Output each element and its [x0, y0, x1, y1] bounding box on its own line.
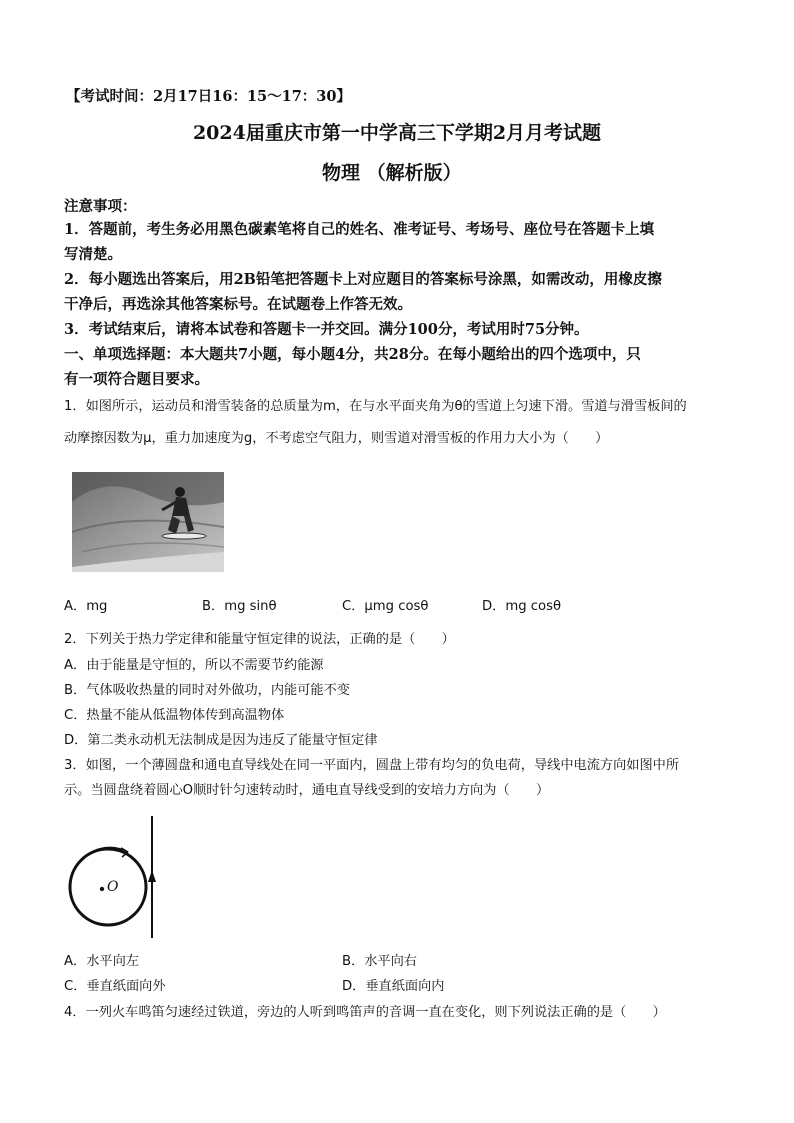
- note-3: 3．考试结束后，请将本试卷和答题卡一并交回。满分100分，考试用时75分钟。: [64, 321, 589, 338]
- q2-option-c: C．热量不能从低温物体传到高温物体: [64, 708, 285, 723]
- q1-option-d: D．mg cosθ: [482, 599, 562, 614]
- q3-option-b: B．水平向右: [342, 954, 417, 969]
- snowboarder-photo: [72, 472, 224, 572]
- note-1-line-2: 写清楚。: [64, 246, 122, 263]
- paper-title: 2024届重庆市第一中学高三下学期2月月考试题: [192, 122, 602, 144]
- exam-time: 【考试时间：2月17日16：15～17：30】: [66, 88, 351, 105]
- q2-option-d: D．第二类永动机无法制成是因为违反了能量守恒定律: [64, 733, 378, 748]
- q3-line-1: 3．如图，一个薄圆盘和通电直导线处在同一平面内，圆盘上带有均匀的负电荷，导线中电流方向如图中所: [64, 758, 680, 773]
- q1-option-b: B．mg sinθ: [202, 599, 277, 614]
- q3-option-d: D．垂直纸面向内: [342, 979, 445, 994]
- q3-option-c: C．垂直纸面向外: [64, 979, 166, 994]
- q2-option-a: A．由于能量是守恒的，所以不需要节约能源: [64, 658, 324, 673]
- q2-option-b: B．气体吸收热量的同时对外做功，内能可能不变: [64, 683, 350, 698]
- current-arrow-icon: [148, 870, 156, 882]
- notes-heading: 注意事项：: [64, 198, 137, 215]
- disk-wire-figure: [60, 812, 170, 942]
- section-1-line-2: 有一项符合题目要求。: [64, 371, 209, 388]
- q1-option-c: C．μmg cosθ: [342, 599, 429, 614]
- section-1-line-1: 一、单项选择题：本大题共7小题，每小题4分，共28分。在每小题给出的四个选项中，只: [64, 346, 641, 363]
- disk-center-dot: [100, 887, 104, 891]
- note-2-line-1: 2．每小题选出答案后，用2B铅笔把答题卡上对应题目的答案标号涂黑，如需改动，用橡皮擦: [64, 271, 662, 288]
- q3-option-a: A．水平向左: [64, 954, 139, 969]
- q1-option-a: A．mg: [64, 599, 108, 614]
- q1-line-2: 动摩擦因数为μ，重力加速度为g，不考虑空气阻力，则雪道对滑雪板的作用力大小为（ ）: [64, 431, 609, 446]
- q1-line-1: 1．如图所示，运动员和滑雪装备的总质量为m，在与水平面夹角为θ的雪道上匀速下滑。雪道与滑雪板间的: [64, 399, 687, 414]
- q2-stem: 2．下列关于热力学定律和能量守恒定律的说法，正确的是（ ）: [64, 632, 455, 647]
- paper-subtitle: 物理 （解析版）: [322, 162, 462, 184]
- note-2-line-2: 干净后，再选涂其他答案标号。在试题卷上作答无效。: [64, 296, 412, 313]
- q3-line-2: 示。当圆盘绕着圆心O顺时针匀速转动时，通电直导线受到的安培力方向为（ ）: [64, 783, 550, 798]
- note-1-line-1: 1．答题前，考生务必用黑色碳素笔将自己的姓名、准考证号、考场号、座位号在答题卡上填: [64, 221, 655, 238]
- disk-center-label: O: [107, 879, 119, 895]
- q4-stem: 4．一列火车鸣笛匀速经过铁道，旁边的人听到鸣笛声的音调一直在变化，则下列说法正确的是（ ）: [64, 1005, 666, 1020]
